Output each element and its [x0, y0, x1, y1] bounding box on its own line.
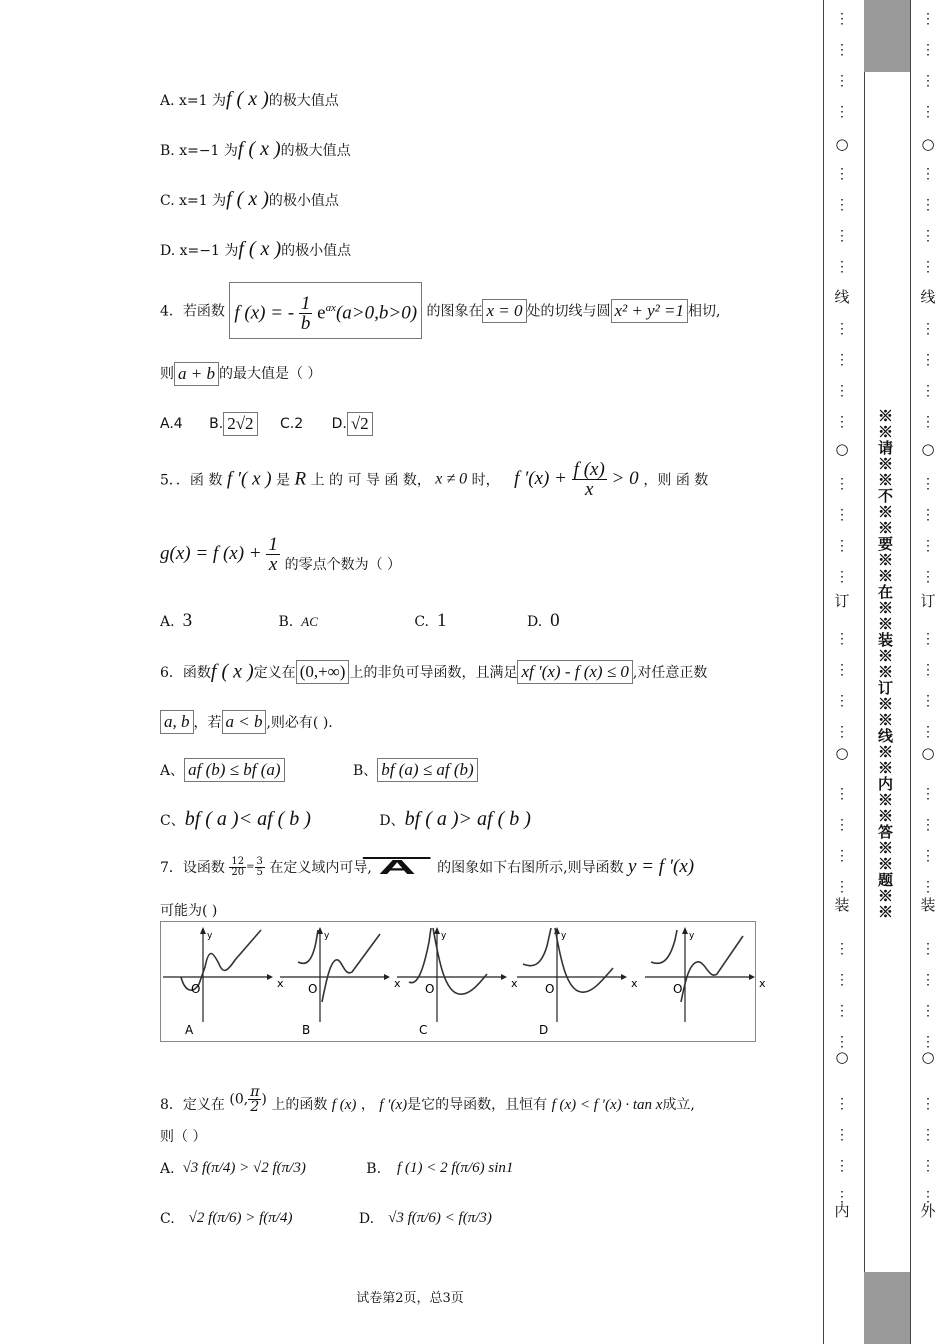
graph-option-label: C	[419, 1023, 428, 1037]
text: 相切,	[687, 303, 721, 320]
numerator: 1	[268, 534, 278, 555]
question-number: 4．若函数	[160, 303, 225, 320]
math-fx: f ( x )	[226, 188, 269, 210]
question-number: 8．定义在	[160, 1097, 225, 1113]
denominator: 2	[250, 1099, 260, 1115]
binding-label: 订	[920, 592, 936, 610]
dot-separator: ⋮	[921, 259, 935, 275]
q3-option-c	[160, 188, 339, 211]
dot-separator: ⋮	[921, 1189, 935, 1205]
outer-binding-column	[916, 0, 940, 1344]
axis-x-label: x	[631, 977, 638, 990]
dot-separator: ⋮	[921, 879, 935, 895]
dot-separator: ⋮	[921, 1127, 935, 1143]
dot-separator: ⋮	[835, 848, 849, 864]
q5-option-b: AC	[301, 614, 318, 629]
math-fx: f ( x )	[238, 238, 282, 260]
math: f (x) < f ′(x) · tan x	[551, 1097, 663, 1113]
dot-separator: ⋮	[835, 724, 849, 740]
q6-option-a-label: A、	[160, 763, 185, 779]
binding-line-mid	[864, 0, 865, 1344]
graph-option-label: B	[302, 1023, 311, 1037]
binding-circle: ○	[921, 744, 935, 762]
q6-line2	[160, 710, 333, 734]
dot-separator: ⋮	[835, 166, 849, 182]
text: ,则必有( ).	[266, 715, 333, 731]
dot-separator: ⋮	[835, 197, 849, 213]
fraction	[299, 294, 313, 333]
text: 在定义域内可导,	[269, 860, 372, 876]
origin-label: O	[191, 982, 201, 996]
question-number: 7．设函数	[160, 860, 225, 876]
dot-separator: ⋮	[835, 879, 849, 895]
inner-binding-column	[830, 0, 854, 1344]
text: 则（ ）	[160, 1129, 207, 1145]
binding-circle: ○	[835, 440, 849, 458]
q4-option-d-label: D.	[331, 416, 347, 432]
q6-stem	[160, 660, 707, 684]
graph-option-label: D	[539, 1023, 549, 1037]
binding-circle: ○	[921, 135, 935, 153]
dot-separator: ⋮	[921, 73, 935, 89]
q6-option-c-label: C、	[160, 813, 185, 829]
text: ，若	[193, 715, 222, 731]
q6-altb-box: a < b	[222, 710, 267, 734]
numerator: π	[250, 1084, 260, 1100]
axis-y-label: y	[689, 931, 695, 941]
fraction	[255, 857, 265, 878]
dot-separator: ⋮	[921, 104, 935, 120]
origin-label: O	[545, 982, 555, 996]
origin-label: O	[425, 982, 435, 996]
q5-g-function	[160, 534, 285, 575]
axis-x-label: x	[277, 977, 284, 990]
q7-graphs-svg	[161, 922, 766, 1041]
option-label: A. x=1 为	[160, 93, 226, 109]
dot-separator: ⋮	[835, 42, 849, 58]
q6-option-d: bf ( a )> af ( b )	[404, 808, 531, 830]
binding-circle: ○	[835, 135, 849, 153]
dot-separator: ⋮	[835, 569, 849, 585]
text: 定义在	[253, 665, 296, 681]
gray-tab-top	[864, 0, 910, 72]
fraction	[248, 1085, 261, 1114]
x-axis-arrow	[501, 974, 507, 980]
x-axis-arrow	[749, 974, 755, 980]
dot-separator: ⋮	[921, 972, 935, 988]
math-fx: f ( x )	[237, 138, 281, 160]
q3-option-b	[160, 138, 351, 161]
math: f (x)	[331, 1097, 357, 1113]
denominator: x	[585, 479, 594, 500]
dot-separator: ⋮	[835, 259, 849, 275]
dot-separator: ⋮	[921, 817, 935, 833]
q8-option-a: √3 f(π/4) > √2 f(π/3)	[182, 1160, 306, 1176]
binding-label: 装	[834, 896, 850, 914]
text: 的零点个数为（ ）	[284, 557, 402, 573]
q5-stem	[160, 460, 708, 499]
binding-label: 装	[920, 896, 936, 914]
fraction	[572, 460, 607, 499]
q5-option-d-label: D.	[526, 614, 543, 630]
y-axis-arrow	[434, 927, 440, 934]
dot-separator: ⋮	[921, 166, 935, 182]
question-number: 5．．函 数	[160, 472, 223, 489]
axis-y-label: y	[324, 931, 330, 941]
binding-circle: ○	[921, 440, 935, 458]
dot-separator: ⋮	[921, 662, 935, 678]
text: 的图象在	[426, 303, 483, 320]
q8-options-cd	[160, 1210, 492, 1227]
dot-separator: ⋮	[921, 414, 935, 430]
dot-separator: ⋮	[921, 724, 935, 740]
dot-separator: ⋮	[835, 1003, 849, 1019]
q5-option-d: 0	[550, 610, 560, 631]
text: 是	[276, 472, 291, 489]
math: y = f ′(x)	[628, 856, 695, 877]
math: f (x) = -	[234, 302, 295, 324]
dot-separator: ⋮	[835, 693, 849, 709]
math: f ′( x )	[226, 468, 272, 490]
q5-option-a-label: A.	[160, 614, 175, 630]
q4-option-b-label: B.	[209, 416, 224, 432]
option-text: 的极大值点	[268, 93, 339, 109]
dot-separator: ⋮	[835, 104, 849, 120]
dot-separator: ⋮	[921, 11, 935, 27]
derivative-curve	[651, 930, 743, 1002]
binding-label: 线	[920, 288, 936, 306]
graph-option-3	[397, 927, 518, 1037]
derivative-curve	[409, 928, 487, 994]
q4-option-d-box: √2	[347, 412, 373, 436]
dot-separator: ⋮	[835, 507, 849, 523]
option-text: 的极大值点	[280, 143, 351, 159]
axis-y-label: y	[441, 931, 447, 941]
text: ，则 函 数	[643, 472, 709, 489]
q3-option-a	[160, 88, 339, 111]
q4-option-b-box: 2√2	[223, 412, 257, 436]
text: 成立,	[662, 1097, 695, 1113]
text: 上 的 可 导 函 数，	[310, 472, 431, 489]
y-axis-arrow	[682, 927, 688, 934]
axis-x-label: x	[394, 977, 401, 990]
option-label: D. x=−1 为	[160, 243, 239, 259]
q7-stem	[160, 856, 694, 878]
dot-separator: ⋮	[921, 383, 935, 399]
dot-separator: ⋮	[835, 817, 849, 833]
q6-option-b: bf (a) ≤ af (b)	[377, 758, 477, 782]
q8-stem	[160, 1085, 695, 1114]
text: 的图象如下右图所示,则导函数	[437, 860, 624, 876]
numerator: 12	[231, 855, 245, 867]
q4-option-c: C.2	[280, 416, 304, 432]
dot-separator: ⋮	[921, 631, 935, 647]
option-text: 的极小值点	[268, 193, 339, 209]
binding-warning: ※※请※※不※※要※※在※※装※※订※※线※※内※※答※※题※※	[876, 408, 894, 920]
dot-separator: ⋮	[921, 538, 935, 554]
dot-separator: ⋮	[921, 1034, 935, 1050]
binding-label: 外	[920, 1202, 936, 1220]
dot-separator: ⋮	[835, 1189, 849, 1205]
binding-circle: ○	[921, 1048, 935, 1066]
math: > 0	[611, 467, 639, 489]
q7-graph-options	[160, 921, 766, 1042]
text: 上的函数	[271, 1097, 328, 1113]
text: 的最大值是（ ）	[218, 366, 322, 382]
function-glyph: A	[363, 857, 432, 877]
binding-circle: ○	[835, 1048, 849, 1066]
dot-separator: ⋮	[921, 693, 935, 709]
page-footer: 试卷第2页，总3页	[356, 1291, 464, 1306]
dot-separator: ⋮	[835, 786, 849, 802]
origin-label: O	[673, 982, 683, 996]
graph-option-label: A	[185, 1023, 194, 1037]
axis-y-label: y	[561, 931, 567, 941]
dot-separator: ⋮	[835, 11, 849, 27]
q5-options	[160, 610, 560, 632]
numerator: 1	[300, 293, 311, 315]
dot-separator: ⋮	[921, 321, 935, 337]
q8-option-b-label: B.	[366, 1161, 382, 1177]
dot-separator: ⋮	[921, 352, 935, 368]
option-label: C. x=1 为	[160, 193, 227, 209]
dot-separator: ⋮	[835, 662, 849, 678]
dot-separator: ⋮	[921, 197, 935, 213]
math: g(x) = f (x) +	[160, 542, 262, 564]
text: 上的非负可导函数，且满足	[349, 665, 518, 681]
q4-stem	[160, 282, 720, 339]
dot-separator: ⋮	[921, 941, 935, 957]
dot-separator: ⋮	[835, 321, 849, 337]
dot-separator: ⋮	[921, 848, 935, 864]
q8-option-a-label: A.	[160, 1161, 175, 1177]
q8-option-d: √3 f(π/6) < f(π/3)	[388, 1210, 492, 1226]
q8-interval	[229, 1085, 267, 1114]
q4-options	[160, 412, 373, 436]
q4-line2	[160, 362, 321, 386]
q6-options-cd	[160, 808, 531, 831]
q6-condition-box: xf ′(x) - f (x) ≤ 0	[517, 660, 632, 684]
q4-point-box: x = 0	[482, 299, 526, 323]
origin-label: O	[308, 982, 318, 996]
dot-separator: ⋮	[835, 383, 849, 399]
derivative-curve	[523, 928, 613, 992]
fraction	[229, 857, 246, 878]
denominator: 5	[256, 866, 263, 878]
dot-separator: ⋮	[921, 507, 935, 523]
numerator: 3	[256, 855, 263, 867]
q4-expr-box: a + b	[174, 362, 219, 386]
q4-circle-box: x² + y² =1	[611, 299, 688, 323]
dot-separator: ⋮	[835, 73, 849, 89]
math: e	[317, 302, 326, 324]
q5-option-b-label: B.	[278, 614, 294, 630]
q4-function-box	[229, 282, 422, 339]
question-number: 6．函数	[160, 665, 211, 681]
dot-separator: ⋮	[921, 1158, 935, 1174]
dot-separator: ⋮	[835, 1096, 849, 1112]
gray-tab-bottom	[864, 1272, 910, 1344]
graph-option-5	[645, 927, 766, 1022]
q3-option-d	[160, 238, 351, 261]
dot-separator: ⋮	[835, 972, 849, 988]
dot-separator: ⋮	[921, 1003, 935, 1019]
q5-option-c-label: C.	[414, 614, 430, 630]
numerator: f (x)	[573, 459, 605, 480]
q5-inequality	[514, 459, 643, 500]
text: 处的切线与圆	[526, 303, 611, 320]
y-axis-arrow	[200, 927, 206, 934]
binding-label: 线	[834, 288, 850, 306]
dot-separator: ⋮	[835, 352, 849, 368]
binding-circle: ○	[835, 744, 849, 762]
q8-line2	[160, 1126, 206, 1146]
math-fx: f ( x )	[226, 88, 269, 110]
dot-separator: ⋮	[835, 631, 849, 647]
dot-separator: ⋮	[835, 414, 849, 430]
x-axis-arrow	[621, 974, 627, 980]
dot-separator: ⋮	[835, 941, 849, 957]
denominator: 20	[231, 866, 245, 878]
dot-separator: ⋮	[921, 476, 935, 492]
dot-separator: ⋮	[835, 228, 849, 244]
option-label: B. x=−1 为	[160, 143, 238, 159]
text: 则	[160, 366, 174, 382]
q6-option-a: af (b) ≤ bf (a)	[184, 758, 284, 782]
math: (a>0,b>0)	[335, 302, 418, 324]
dot-separator: ⋮	[835, 1034, 849, 1050]
dot-separator: ⋮	[921, 1096, 935, 1112]
q8-option-c-label: C.	[160, 1211, 175, 1227]
denominator: x	[268, 554, 278, 575]
dot-separator: ⋮	[835, 1158, 849, 1174]
graph-option-4	[517, 927, 638, 1037]
dot-separator: ⋮	[835, 1127, 849, 1143]
binding-line-right	[910, 0, 911, 1344]
axis-y-label: y	[207, 931, 213, 941]
text: 时，	[471, 472, 500, 489]
option-text: 的极小值点	[281, 243, 352, 259]
math: f ′(x) +	[514, 467, 567, 489]
math: R	[294, 468, 307, 490]
dot-separator: ⋮	[921, 786, 935, 802]
q6-options-ab	[160, 758, 478, 782]
q4-option-a: A.4	[160, 416, 183, 432]
dot-separator: ⋮	[835, 538, 849, 554]
q6-ab-box: a, b	[160, 710, 194, 734]
q5-option-c: 1	[437, 610, 447, 631]
text: ，	[360, 1097, 375, 1113]
math: f ( x )	[210, 660, 254, 683]
axis-x-label: x	[511, 977, 518, 990]
dot-separator: ⋮	[921, 42, 935, 58]
math: x ≠ 0	[435, 470, 468, 488]
binding-label: 订	[834, 592, 850, 610]
text: ,对任意正数	[632, 665, 708, 681]
math: =	[246, 861, 255, 873]
binding-label: 内	[834, 1202, 850, 1220]
graph-option-2	[280, 927, 401, 1037]
graph-option-1	[163, 927, 284, 1037]
axis-x-label: x	[759, 977, 766, 990]
q6-option-b-label: B、	[353, 763, 378, 779]
math: (0,	[229, 1091, 249, 1108]
q8-option-c: √2 f(π/6) > f(π/4)	[188, 1210, 293, 1226]
dot-separator: ⋮	[835, 476, 849, 492]
text: 是它的导函数，且恒有	[407, 1097, 548, 1113]
q8-options-ab	[160, 1160, 513, 1177]
math: )	[261, 1091, 267, 1108]
math: f ′(x)	[379, 1097, 408, 1113]
q8-option-d-label: D.	[358, 1211, 375, 1227]
q6-option-c: bf ( a )< af ( b )	[184, 808, 311, 830]
dot-separator: ⋮	[921, 228, 935, 244]
fraction	[266, 535, 280, 574]
binding-line-left	[823, 0, 824, 1344]
text: 可能为( )	[160, 903, 218, 919]
q8-option-b: f (1) < 2 f(π/6) sin1	[397, 1160, 514, 1176]
dot-separator: ⋮	[921, 569, 935, 585]
q6-option-d-label: D、	[379, 813, 405, 829]
q7-line2	[160, 900, 217, 920]
x-axis-arrow	[384, 974, 390, 980]
q5-line2	[160, 535, 401, 574]
q6-interval-box: (0,+∞)	[296, 660, 350, 684]
denominator: b	[300, 313, 311, 335]
q5-option-a: 3	[182, 610, 193, 631]
math-sup: ax	[325, 302, 336, 314]
x-axis-arrow	[267, 974, 273, 980]
